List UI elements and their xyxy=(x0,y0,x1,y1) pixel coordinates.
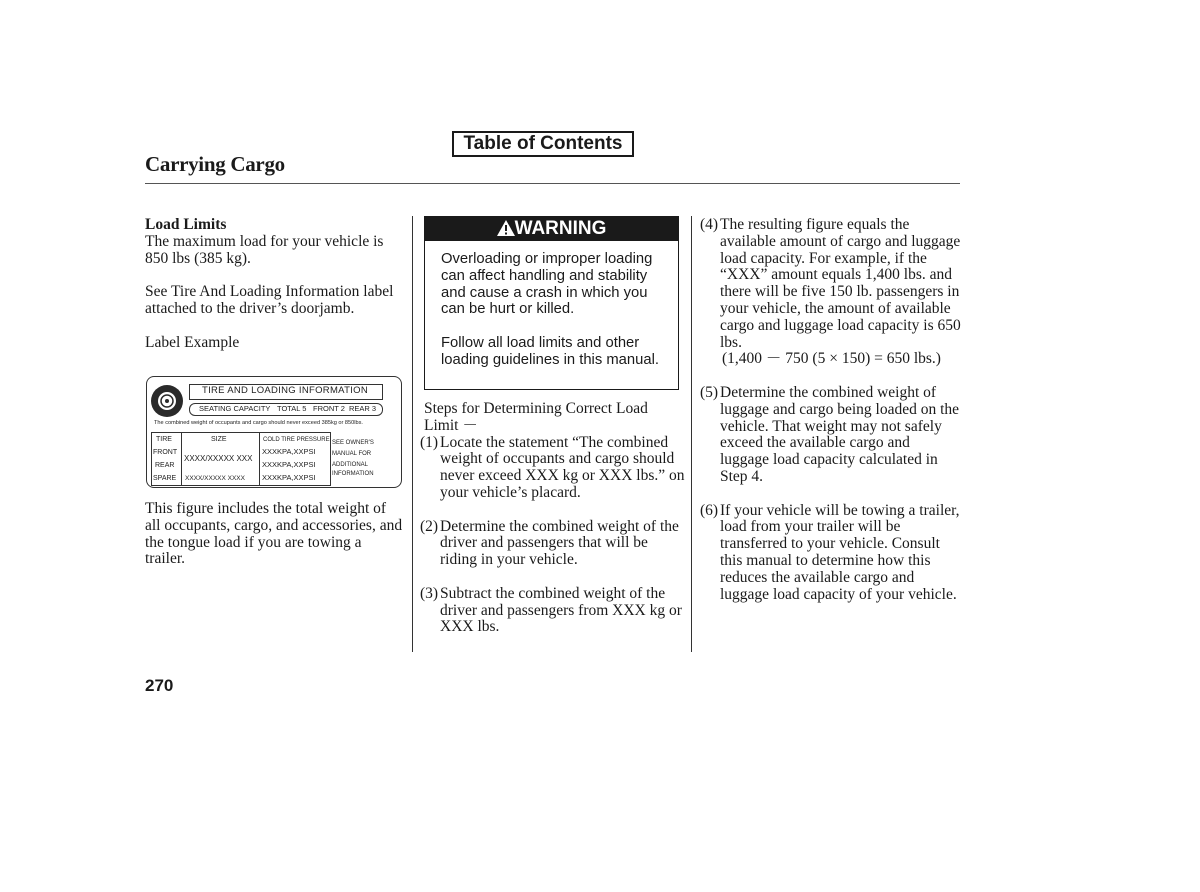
label-location-text: See Tire And Loading Information label attached to the driver’s doorjamb. xyxy=(145,283,394,317)
step-text: Determine the combined weight of luggage and cargo being loaded on the vehicle. That weight may not safely exceed the available cargo and luggage load capacity calculated in Step 4. xyxy=(720,383,960,485)
row-front: FRONT xyxy=(153,449,178,456)
step-text: Locate the statement “The combined weight of occupants and cargo should never exceed XXX kg or XXX lbs.” on your vehicle’s placard. xyxy=(440,433,685,501)
warning-body xyxy=(441,251,668,385)
max-load-text: The maximum load for your vehicle is 850 lbs (385 kg). xyxy=(145,232,384,267)
step-2 xyxy=(420,519,686,569)
step-text: If your vehicle will be towing a trailer, load from your trailer will be transferred to your vehicle. Consult this manual to determine how this reduces the available cargo and luggage load capacity of your vehicle. xyxy=(720,501,960,603)
step-text: Determine the combined weight of the driver and passengers that will be riding in your vehicle. xyxy=(440,517,679,569)
see-manual-2: MANUAL FOR xyxy=(332,451,372,457)
page-title: Carrying Cargo xyxy=(145,152,285,176)
step-number: (6) xyxy=(700,501,719,519)
step-4-formula: (1,400 － 750 (5 × 150) = 650 lbs.) xyxy=(722,350,941,368)
warning-text-1: Overloading or improper loading can affect handling and stability and cause a crash in which you can be hurt or killed. xyxy=(441,251,653,318)
seating-capacity-label: SEATING CAPACITY xyxy=(199,404,271,413)
warning-box xyxy=(424,216,679,390)
step-number: (3) xyxy=(420,584,439,602)
pressure-rear: XXXKPA,XXPSI xyxy=(262,460,316,469)
step-text: The resulting figure equals the available amount of cargo and luggage load capacity. For example, if the “XXX” amount equals 1,400 lbs. and there will be five 150 lb. passengers in your vehicle, the amount of available cargo and luggage load capacity is 650 lbs. xyxy=(720,216,961,351)
tire-loading-label xyxy=(146,376,402,488)
label-example-caption: Label Example xyxy=(145,333,240,351)
size-spare: XXXX/XXXXX XXXX xyxy=(185,475,245,482)
step-3 xyxy=(420,586,686,636)
total-weight-text: This figure includes the total weight of all occupants, cargo, and accessories, and the tongue load if you are towing a trailer. xyxy=(145,500,403,568)
col-pressure: COLD TIRE PRESSURE xyxy=(263,437,330,443)
column-3 xyxy=(700,217,962,620)
page-number: 270 xyxy=(145,676,174,695)
seating-total: TOTAL 5 xyxy=(277,404,307,413)
see-manual-4: INFORMATION xyxy=(332,471,374,477)
col-tire: TIRE xyxy=(156,436,172,443)
row-spare: SPARE xyxy=(153,475,177,482)
col-size: SIZE xyxy=(211,436,227,443)
warning-header xyxy=(425,217,678,241)
label-explanation xyxy=(145,501,403,585)
see-manual-1: SEE OWNER'S xyxy=(332,440,374,446)
column-divider-left xyxy=(412,216,413,652)
step-number: (2) xyxy=(420,517,439,535)
size-main: XXXX/XXXXX XXX xyxy=(184,454,253,463)
header-divider xyxy=(145,183,960,184)
step-4 xyxy=(700,217,962,351)
step-number: (5) xyxy=(700,383,719,401)
table-of-contents-link[interactable]: Table of Contents xyxy=(452,131,634,157)
warning-title: WARNING xyxy=(514,218,607,239)
section-heading: Load Limits xyxy=(145,216,227,233)
see-manual-3: ADDITIONAL xyxy=(332,462,369,468)
label-title: TIRE AND LOADING INFORMATION xyxy=(201,385,369,396)
step-1 xyxy=(420,435,686,502)
step-6 xyxy=(700,503,962,604)
pressure-spare: XXXKPA,XXPSI xyxy=(262,473,316,482)
step-5 xyxy=(700,385,962,486)
column-2 xyxy=(420,400,686,653)
pressure-front: XXXKPA,XXPSI xyxy=(262,447,316,456)
row-rear: REAR xyxy=(155,462,175,469)
steps-intro: Steps for Determining Correct Load Limit － xyxy=(424,400,648,434)
seating-rear: REAR 3 xyxy=(349,404,377,413)
combined-weight-statement: The combined weight of occupants and cargo should never exceed 385kg or 850lbs. xyxy=(154,420,363,426)
step-text: Subtract the combined weight of the driver and passengers from XXX kg or XXX lbs. xyxy=(440,584,682,636)
warning-icon xyxy=(497,220,515,236)
warning-text-2: Follow all load limits and other loading guidelines in this manual. xyxy=(441,334,659,368)
step-number: (4) xyxy=(700,216,719,233)
tire-icon xyxy=(149,383,185,419)
seating-front: FRONT 2 xyxy=(313,404,345,413)
step-number: (1) xyxy=(420,433,439,451)
column-divider-right xyxy=(691,216,692,652)
column-1 xyxy=(145,217,403,368)
